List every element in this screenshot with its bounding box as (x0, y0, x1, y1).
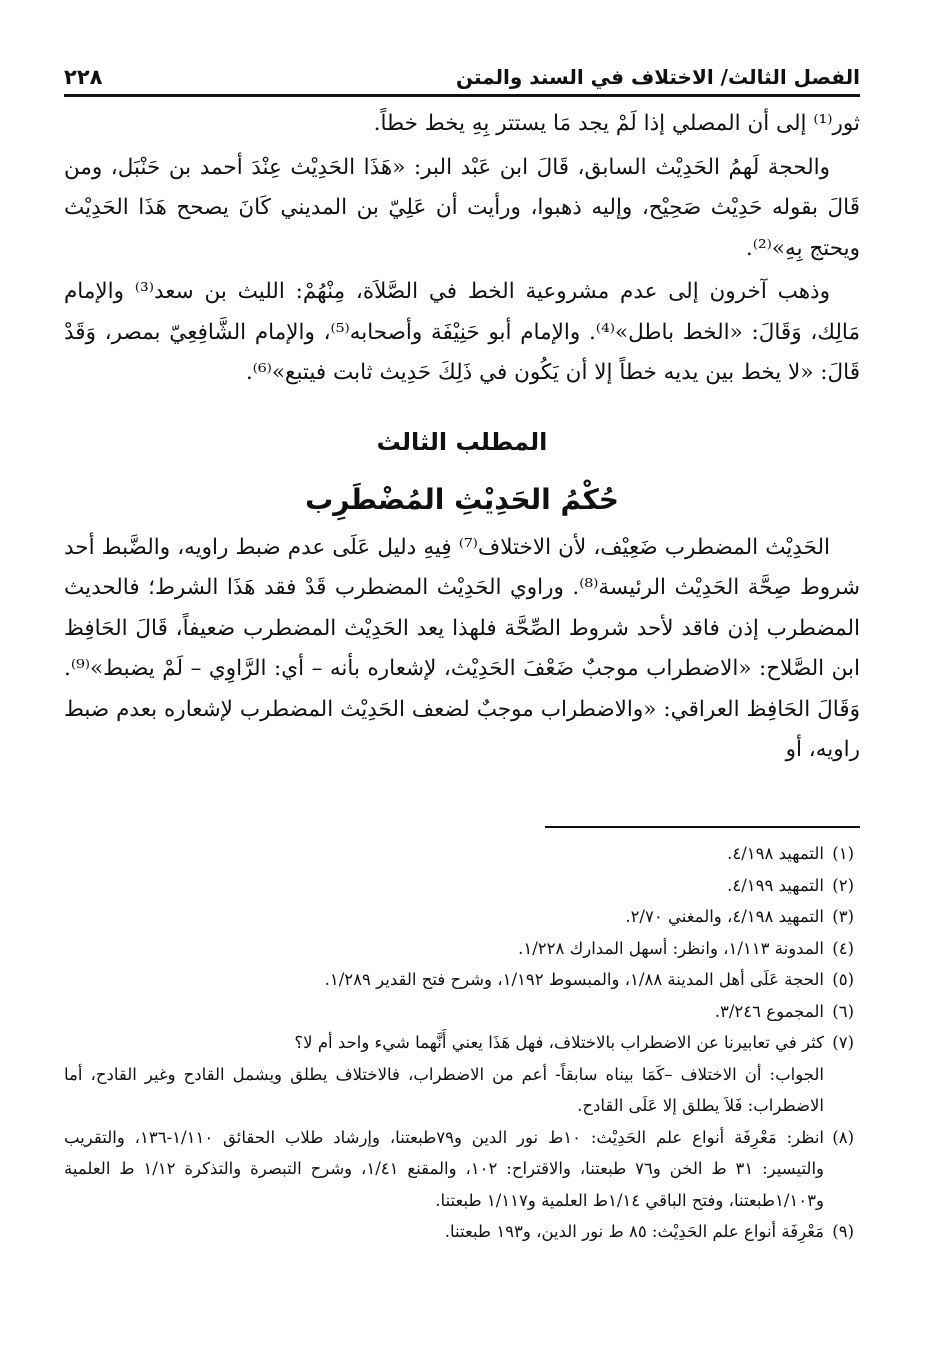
footnote-number: (٣) (832, 907, 854, 926)
footnote-1 (64, 838, 854, 870)
running-header (64, 60, 860, 97)
footnote-text: كثر في تعابيرنا عن الاضطراب بالاختلاف، فهل هَذَا يعني أَنَّهما شيء واحد أم لا؟ (294, 1033, 824, 1052)
footnote-5 (64, 964, 854, 996)
footnote-2 (64, 870, 854, 902)
footnote-text: التمهيد ٤/١٩٩. (727, 875, 824, 895)
section-heading: المطلب الثالث (376, 427, 548, 456)
footnote-number: (٥) (832, 970, 854, 989)
footnote-7 (64, 1027, 854, 1059)
footnote-number: (٩) (832, 1222, 854, 1241)
footnote-text: انظر: مَعْرِفَة أنواع علم الحَدِيْث: ١٠ط نور الدين و٧٩طبعتنا، وإرشاد طلاب الحقائق ١/١١٠-١٣٦، والتقريب والتيسير: ٣١ ط الخن و٧٦ طبعتنا، والاقتراح: ١٠٢، والمقنع ١/٤١، وشرح التبصرة والتذكرة ١/١٢ ط العلمية و١/١٠٣طبعتنا، وفتح الباقي ١/١٤ط العلمية و١/١١٧ طبعتنا. (64, 1127, 824, 1210)
footnotes (64, 838, 854, 1248)
paragraph-3: وذهب آخرون إلى عدم مشروعية الخط في الصَّلاَة، مِنْهُمْ: الليث بن سعد⁽³⁾ والإمام مَالِك، وَقَالَ: «الخط باطل»⁽⁴⁾. والإمام أبو حَنِيْفَة وأصحابه⁽⁵⁾، والإمام الشَّافِعِيّ بمصر، وَقَدْ قَالَ: «لا يخط بين يديه خطاً إلا أن يَكُون في ذَلِكَ حَدِيث ثابت فيتبع»⁽⁶⁾. (64, 279, 861, 385)
page-number: ٢٢٨ (64, 65, 103, 89)
footnote-number: (٨) (832, 1127, 854, 1147)
paragraph-4: الحَدِيْث المضطرب ضَعِيْف، لأن الاختلاف⁽⁷⁾ فِيهِ دليل عَلَى عدم ضبط راويه، والضَّبط أحد شروط صِحَّة الحَدِيْث الرئيسة⁽⁸⁾. وراوي الحَدِيْث المضطرب قَدْ فقد هَذَا الشرط؛ فالحديث المضطرب إذن فاقد لأحد شروط الصِّحَّة فلهذا يعد الحَدِيْث المضطرب ضعيفاً، قَالَ الحَافِظ ابن الصَّلاح: «الاضطراب موجبٌ ضَعْفَ الحَدِيْث، لإشعاره بأنه – أي: الرَّاوِي – لَمْ يضبط»⁽⁹⁾. وَقَالَ الحَافِظ العراقي: «والاضطراب موجبٌ لضعف الحَدِيْث المضطرب لإشعاره بعدم ضبط راويه، أو (64, 534, 860, 762)
footnote-6 (64, 996, 854, 1028)
footnote-8 (64, 1122, 854, 1217)
paragraph-1: ثور⁽¹⁾ إلى أن المصلي إذا لَمْ يجد مَا يستتر بِهِ يخط خطاً. (373, 111, 860, 136)
footnote-number: (٦) (832, 1001, 854, 1021)
footnote-9 (64, 1216, 854, 1248)
footnote-text: مَعْرِفَة أنواع علم الحَدِيْث: ٨٥ ط نور الدين، و١٩٣ طبعتنا. (444, 1222, 824, 1241)
main-text (64, 104, 860, 771)
footnote-4 (64, 933, 854, 965)
footnote-number: (٢) (832, 875, 854, 895)
chapter-title: الفصل الثالث/ الاختلاف في السند والمتن (455, 65, 860, 89)
footnote-text: الحجة عَلَى أهل المدينة ١/٨٨، والمبسوط ١/١٩٢، وشرح فتح القدير ١/٢٨٩. (324, 970, 824, 989)
footnote-3 (64, 901, 854, 933)
footnote-number: (٤) (832, 938, 854, 958)
footnote-number: (١) (832, 844, 854, 863)
footnote-7-continuation: الجواب: أن الاختلاف –كَمَا بيناه سابقاً- أعم من الاضطراب، فالاختلاف يطلق ويشمل القادح وغير القادح، أما الاضطراب: فَلاَ يطلق إلا عَلَى القادح. (64, 1064, 824, 1115)
paragraph-2: والحجة لَهمُ الحَدِيْث السابق، قَالَ ابن عَبْد البر: «هَذَا الحَدِيْث عِنْدَ أحمد بن حَنْبَل، ومن قَالَ بقوله حَدِيْث صَحِيْح، وإليه ذهبوا، ورأيت أن عَلِيّ بن المديني كَانَ يصحح هَذَا الحَدِيْث ويحتج بِهِ»⁽²⁾. (64, 154, 860, 261)
footnote-divider (545, 826, 860, 828)
footnote-number: (٧) (832, 1033, 854, 1052)
footnote-text: التمهيد ٤/١٩٨، والمغني ٢/٧٠. (625, 907, 824, 926)
footnote-text: التمهيد ٤/١٩٨. (727, 844, 824, 863)
footnote-text: المدونة ١/١١٣، وانظر: أسهل المدارك ١/٢٢٨. (518, 938, 824, 958)
footnote-text: المجموع ٣/٢٤٦. (714, 1001, 824, 1021)
section-title: حُكْمُ الحَدِيْثِ المُضْطَرِب (305, 482, 619, 516)
